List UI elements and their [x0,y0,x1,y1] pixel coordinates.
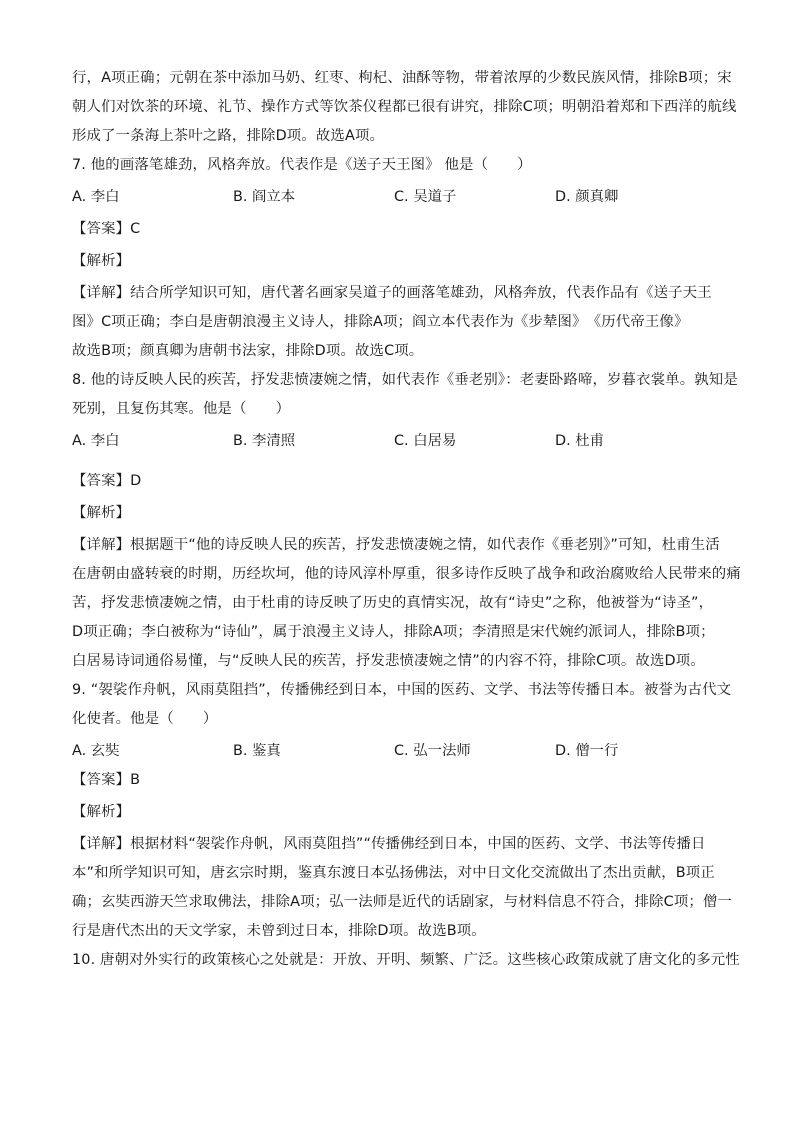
option-d: D. 颜真卿 [555,189,619,205]
detail-line: 在唐朝由盛转衰的时期，历经坎坷，他的诗风淳朴厚重，很多诗作反映了战争和政治腐败给人民带来的痛 [72,566,741,582]
option-a: A. 李白 [72,189,120,205]
detail-line: D项正确；李白被称为“诗仙”，属于浪漫主义诗人，排除A项；李清照是宋代婉约派词人，排除B项； [72,624,715,640]
analysis-label: 【解析】 [72,804,131,820]
answer-label: 【答案】D [72,473,142,489]
question-stem: 10. 唐朝对外实行的政策核心之处就是：开放、开明、频繁、广泛。这些核心政策成就了唐文化的多元性 [72,952,740,968]
question-9 [72,676,732,946]
detail-line: 白居易诗词通俗易懂，与“反映人民的疾苦，抒发悲愤凄婉之情”的内容不符，排除C项。故选D项。 [72,653,705,669]
detail-line: 【详解】根据题干“他的诗反映人民的疾苦，抒发悲愤凄婉之情，如代表作《垂老别》”可知，杜甫生活 [72,537,720,553]
option-d: D. 杜甫 [555,433,605,449]
option-b: B. 鉴真 [233,743,281,759]
question-10 [72,946,740,975]
detail-line: 【详解】根据材料“袈裟作舟帆，风雨莫阻挡”“传播佛经到日本，中国的医药、文学、书法等传播日 [72,836,706,852]
question-stem: 化使者。他是（ ） [72,711,218,727]
detail-line: 【详解】结合所学知识可知，唐代著名画家吴道子的画落笔雄劲，风格奔放，代表作品有《送子天王 [72,285,712,301]
detail-line: 本”和所学知识可知，唐玄宗时期，鉴真东渡日本弘扬佛法，对中日文化交流做出了杰出贡献，B项正 [72,865,715,881]
detail-line: 行是唐代杰出的天文学家，未曾到过日本，排除D项。故选B项。 [72,923,486,939]
answer-label: 【答案】C [72,221,141,237]
text-line: 行，A项正确；元朝在茶中添加马奶、红枣、枸杞、油酥等物，带着浓厚的少数民族风情，排除B项；宋 [72,70,732,86]
option-b: B. 阎立本 [233,189,296,205]
question-stem: 8. 他的诗反映人民的疾苦，抒发悲愤凄婉之情，如代表作《垂老别》：老妻卧路啼，岁暮衣裳单。孰知是 [72,372,738,388]
detail-line: 苦，抒发悲愤凄婉之情，由于杜甫的诗反映了历史的真情实况，故有“诗史”之称，他被誉为“诗圣”， [72,595,714,611]
option-a: A. 玄奘 [72,743,120,759]
document-page [72,64,741,975]
option-c: C. 弘一法师 [394,743,471,759]
analysis-label: 【解析】 [72,253,131,269]
answer-label: 【答案】B [72,772,141,788]
option-b: B. 李清照 [233,433,296,449]
question-7 [72,151,722,366]
question-stem: 7. 他的画落笔雄劲，风格奔放。代表作是《送子天王图》 他是（ ） [72,157,532,173]
option-c: C. 白居易 [394,433,457,449]
options-row [72,183,722,212]
analysis-label: 【解析】 [72,505,131,521]
options-row [72,737,722,766]
options-row [72,427,722,456]
question-8 [72,366,741,676]
question-stem: 9. “袈裟作舟帆，风雨莫阻挡”，传播佛经到日本，中国的医药、文学、书法等传播日本。被誉为古代文 [72,682,732,698]
detail-line: 故选B项；颜真卿为唐朝书法家，排除D项。故选C项。 [72,343,424,359]
text-line: 朝人们对饮茶的环境、礼节、操作方式等饮茶仪程都已很有讲究，排除C项；明朝沿着郑和下西洋的航线 [72,99,737,115]
intro-paragraph [72,64,737,151]
option-c: C. 吴道子 [394,189,457,205]
option-a: A. 李白 [72,433,120,449]
detail-line: 图》C项正确；李白是唐朝浪漫主义诗人，排除A项；阎立本代表作为《步辇图》 《历代帝王像》 [72,314,689,330]
option-d: D. 僧一行 [555,743,619,759]
detail-line: 确；玄奘西游天竺求取佛法，排除A项；弘一法师是近代的话剧家，与材料信息不符合，排除C项；僧一 [72,894,732,910]
question-stem: 死别，且复伤其寒。他是（ ） [72,401,291,417]
text-line: 形成了一条海上茶叶之路，排除D项。故选A项。 [72,128,385,144]
